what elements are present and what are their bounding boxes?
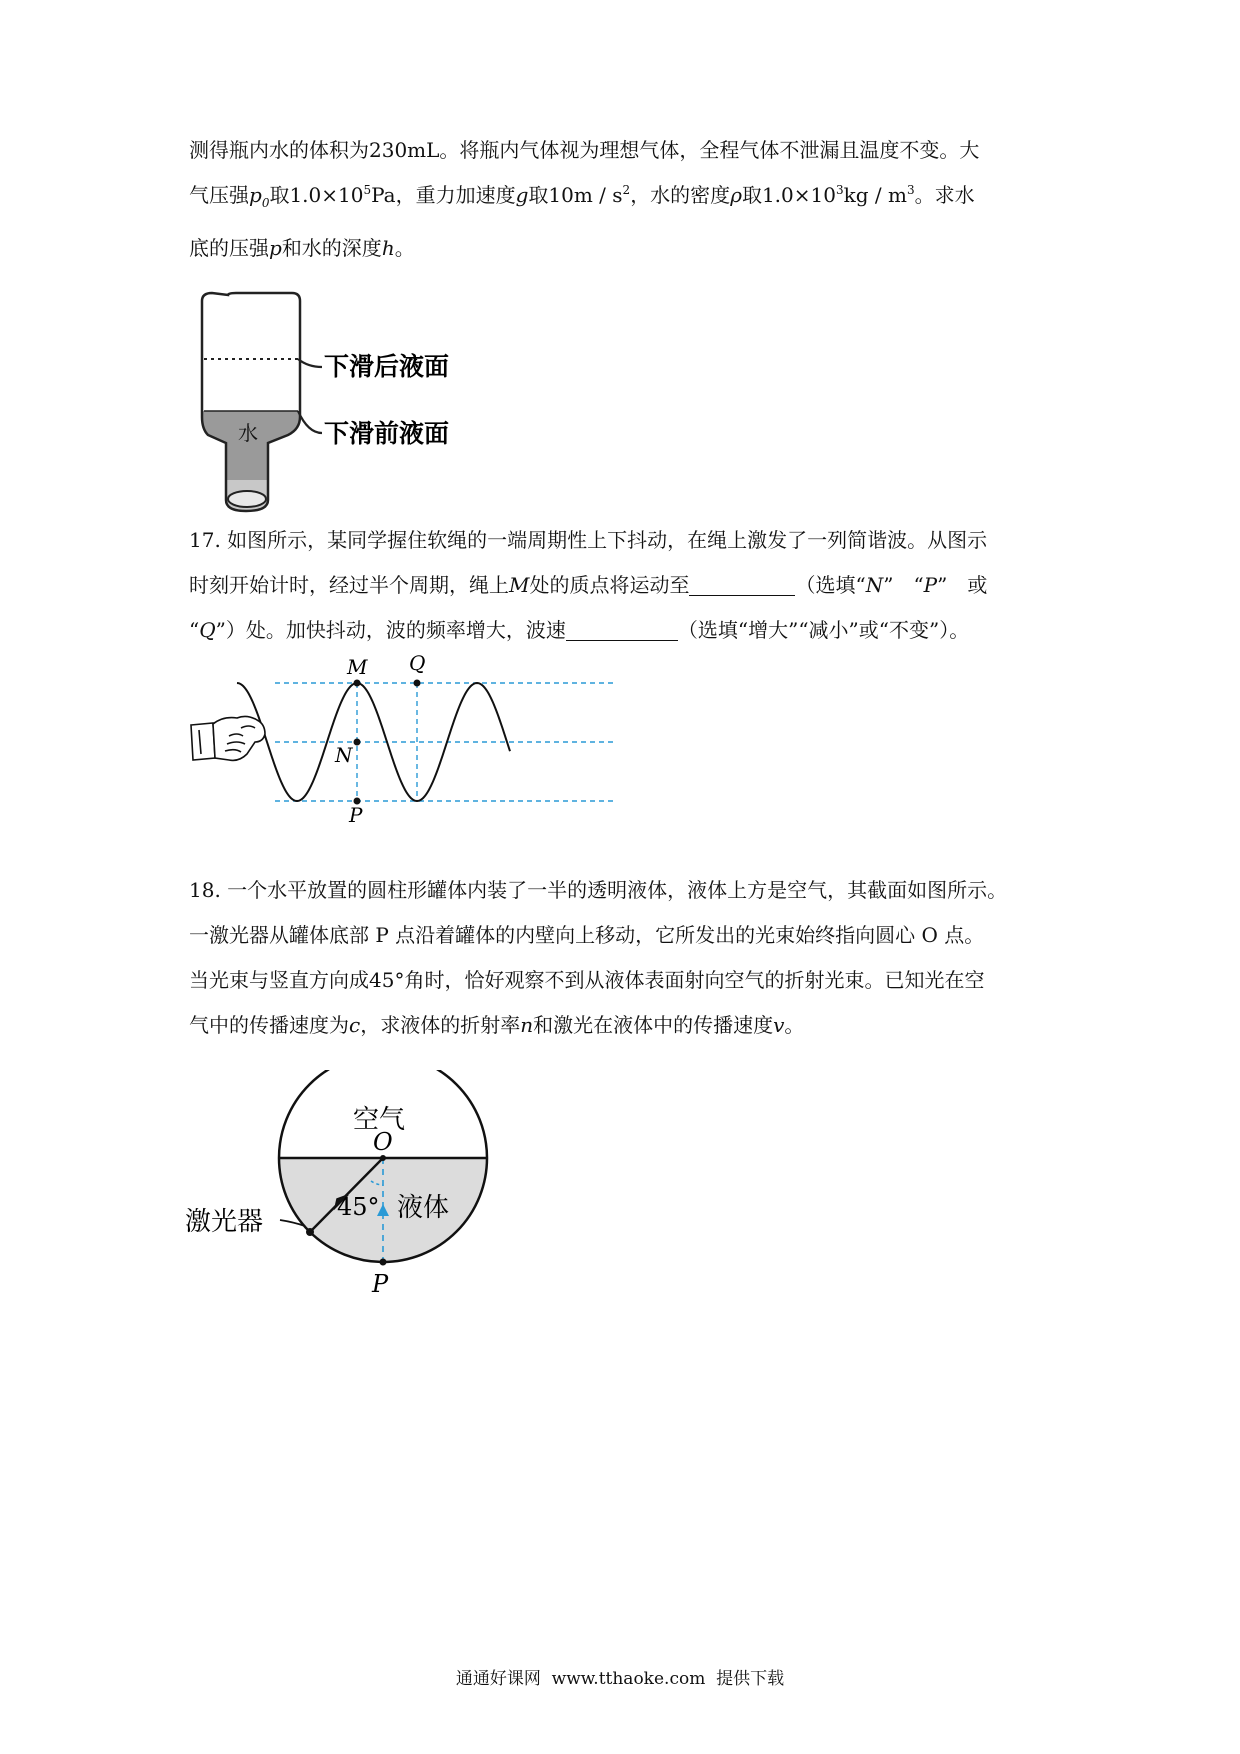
footer-url[interactable]: www.tthaoke.com bbox=[551, 1669, 706, 1689]
label-p: P bbox=[349, 803, 363, 827]
wave-figure bbox=[185, 650, 625, 830]
point-m bbox=[354, 680, 361, 687]
q17-line-1: 17. 如图所示，某同学握住软绳的一端周期性上下抖动，在绳上激发了一列简谐波。从图示 bbox=[189, 528, 988, 552]
q16-continuation bbox=[189, 128, 1059, 271]
q18-text bbox=[189, 868, 1059, 1048]
q16-line-2: 气压强$p_0$取$1.0\times 10^5Pa$，重力加速度g取$10m / s^2$，水的密度ρ取$1.0\times 10^3kg / m^3$。求水 bbox=[189, 183, 975, 210]
label-laser: 激光器 bbox=[185, 1207, 264, 1237]
footer bbox=[0, 1664, 1240, 1689]
q17-text bbox=[189, 518, 1059, 653]
point-p bbox=[380, 1259, 387, 1266]
label-air: 空气 bbox=[353, 1105, 406, 1135]
point-n bbox=[354, 739, 361, 746]
q16-line-3: 底的压强p和水的深度h。 bbox=[189, 236, 415, 260]
hand-icon bbox=[191, 716, 265, 760]
label-angle: 45° bbox=[337, 1193, 380, 1221]
point-q bbox=[414, 680, 421, 687]
label-water: 水 bbox=[238, 421, 258, 445]
q18-line-2: 一激光器从罐体底部 P 点沿着罐体的内壁向上移动，它所发出的光束始终指向圆心 O 点。 bbox=[189, 923, 985, 947]
q17-line-2: 时刻开始计时，经过半个周期，绳上M处的质点将运动至 （选填“N” “P” 或 bbox=[189, 573, 988, 597]
footer-site: 通通好课网 bbox=[455, 1669, 541, 1689]
answer-blank-2[interactable] bbox=[566, 618, 678, 641]
q18-line-3: 当光束与竖直方向成45°角时，恰好观察不到从液体表面射向空气的折射光束。已知光在空 bbox=[189, 968, 985, 992]
answer-blank-1[interactable] bbox=[689, 573, 795, 596]
label-p: P bbox=[372, 1270, 389, 1298]
label-q: Q bbox=[409, 651, 426, 675]
q18-line-4: 气中的传播速度为c，求液体的折射率n和激光在液体中的传播速度v。 bbox=[189, 1013, 805, 1037]
label-o: O bbox=[373, 1128, 393, 1156]
q18-line-1: 18. 一个水平放置的圆柱形罐体内装了一半的透明液体，液体上方是空气，其截面如图所示。 bbox=[189, 878, 1008, 902]
label-after-level: 下滑后液面 bbox=[324, 352, 450, 381]
bottle-figure bbox=[200, 285, 520, 520]
label-m: M bbox=[347, 655, 368, 679]
q16-line-1: 测得瓶内水的体积为230mL。将瓶内气体视为理想气体，全程气体不泄漏且温度不变。大 bbox=[189, 138, 980, 162]
laser-point bbox=[306, 1228, 314, 1236]
label-n: N bbox=[335, 743, 353, 767]
label-liquid: 液体 bbox=[397, 1193, 450, 1223]
label-before-level: 下滑前液面 bbox=[324, 419, 450, 448]
q17-line-3: “Q”）处。加快抖动，波的频率增大，波速 （选填“增大”“减小”或“不变”）。 bbox=[189, 618, 970, 642]
tank-figure bbox=[185, 1070, 525, 1310]
footer-suffix: 提供下载 bbox=[716, 1669, 785, 1689]
